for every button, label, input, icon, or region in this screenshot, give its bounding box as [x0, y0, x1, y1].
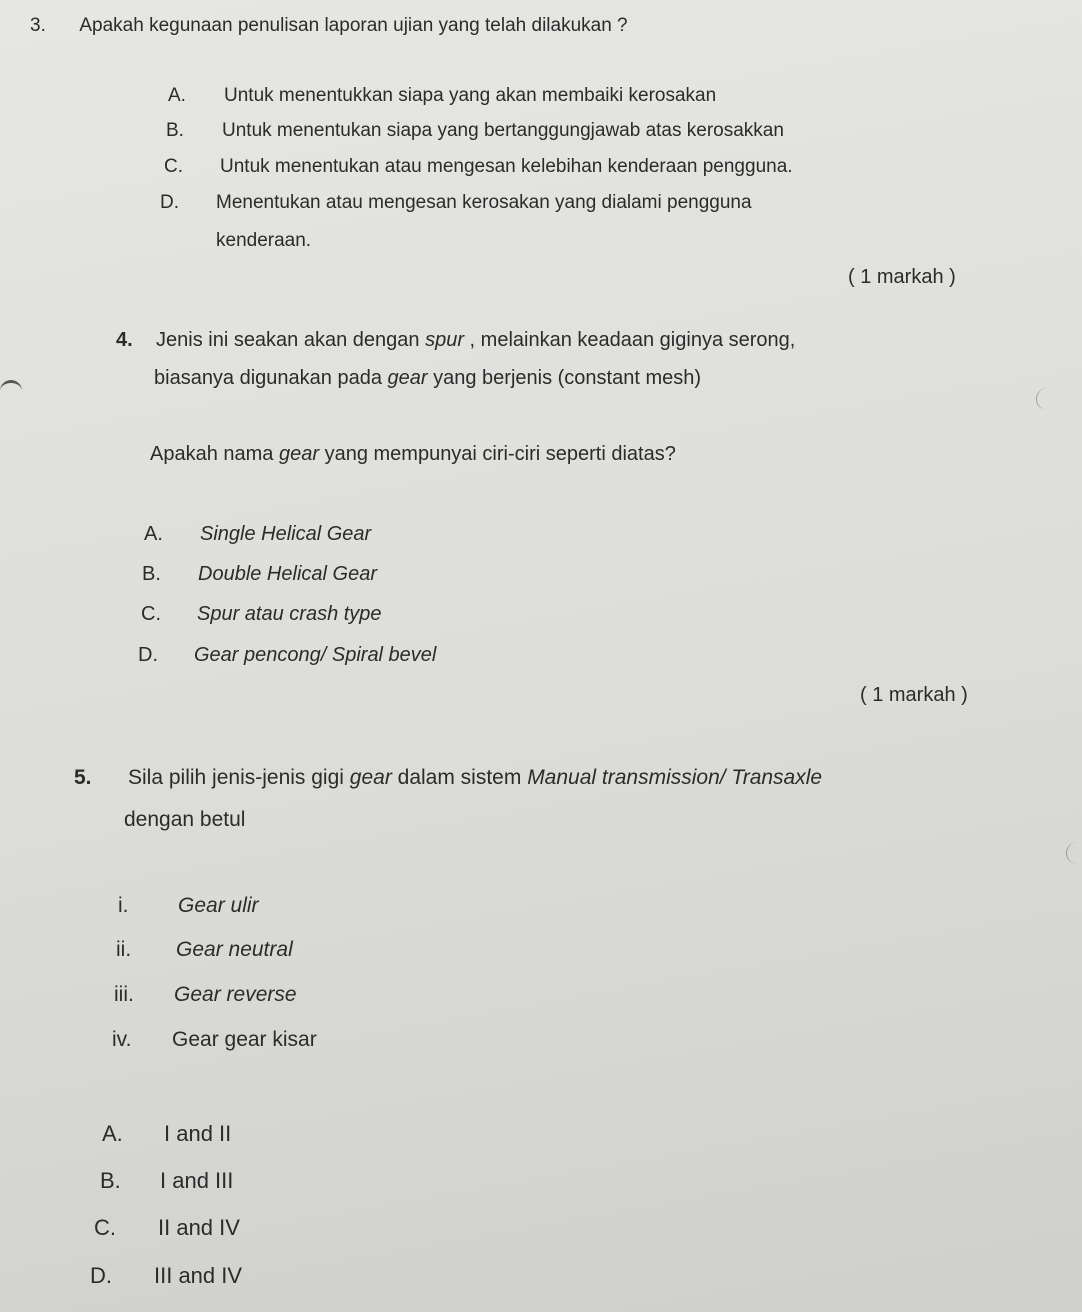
q4-option-a: A. Single Helical Gear: [144, 523, 372, 545]
q5-option-a: A. I and II: [102, 1121, 232, 1146]
q5-option-c: C. II and IV: [94, 1215, 240, 1240]
q4-number: 4.: [116, 329, 133, 351]
q4-ask: Apakah nama gear yang mempunyai ciri-ciri seperti diatas?: [150, 443, 676, 465]
q3-option-d: D. Menentukan atau mengesan kerosakan yang dialami pengguna: [160, 192, 752, 213]
margin-mark-left: [0, 380, 22, 397]
q4-line2: biasanya digunakan pada gear yang berjenis (constant mesh): [154, 367, 702, 389]
q3-option-c: C. Untuk menentukan atau mengesan kelebihan kenderaan pengguna.: [164, 156, 793, 177]
q5-option-d: D. III and IV: [90, 1263, 243, 1288]
q5-item-iv: iv. Gear gear kisar: [112, 1028, 317, 1051]
q3-question-text: Apakah kegunaan penulisan laporan ujian yang telah dilakukan ?: [79, 15, 628, 36]
q4-option-d: D. Gear pencong/ Spiral bevel: [138, 644, 437, 666]
q4-marks: ( 1 markah ): [860, 684, 968, 706]
q5-number: 5.: [74, 766, 92, 789]
q3-marks: ( 1 markah ): [848, 266, 956, 288]
q4-option-b: B. Double Helical Gear: [142, 563, 377, 585]
q3-option-d-line2: kenderaan.: [216, 230, 312, 251]
q4-option-c: C. Spur atau crash type: [141, 603, 382, 625]
q3-number: 3.: [30, 15, 46, 36]
q5-line1: 5. Sila pilih jenis-jenis gigi gear dalam sistem Manual transmission/ Transaxle: [74, 766, 823, 789]
q3-question: [30, 14, 628, 38]
q5-item-i: i. Gear ulir: [118, 894, 259, 917]
q5-line2: dengan betul: [124, 808, 246, 831]
q5-option-b: B. I and III: [100, 1168, 234, 1193]
q3-option-b: B. Untuk menentukan siapa yang bertanggungjawab atas kerosakkan: [166, 120, 784, 141]
margin-mark-right-1: [1036, 388, 1049, 410]
q5-item-ii: ii. Gear neutral: [116, 938, 293, 961]
margin-mark-right-2: [1066, 842, 1079, 864]
q3-option-a: A. Untuk menentukkan siapa yang akan membaiki kerosakan: [168, 85, 717, 106]
q4-line1: 4. Jenis ini seakan akan dengan spur , melainkan keadaan giginya serong,: [116, 329, 796, 351]
q5-item-iii: iii. Gear reverse: [114, 983, 297, 1006]
